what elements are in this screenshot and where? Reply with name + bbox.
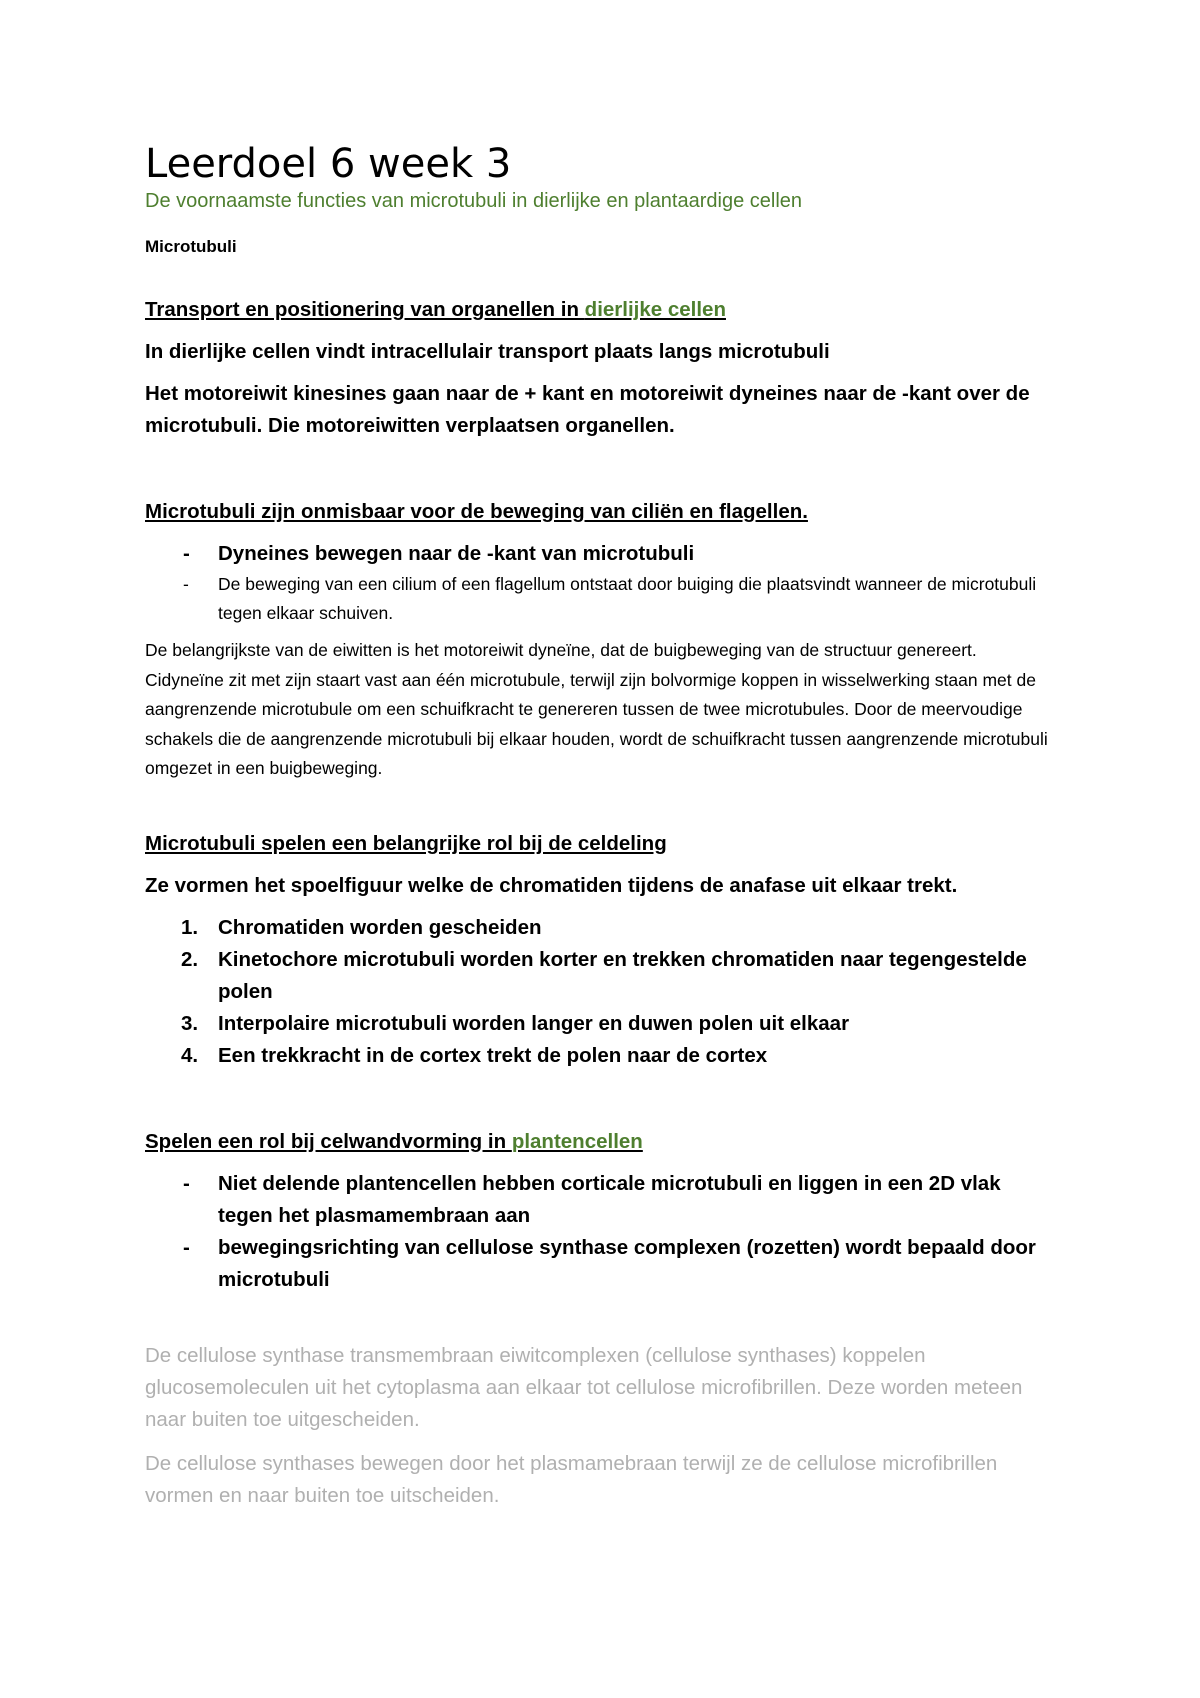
paragraph: In dierlijke cellen vindt intracellulair transport plaats langs microtubuli xyxy=(145,340,830,363)
bullet-list xyxy=(145,538,1055,628)
document-content xyxy=(145,140,1055,1524)
list-item xyxy=(145,570,1055,628)
paragraph: Het motoreiwit kinesines gaan naar de + kant en motoreiwit dyneines naar de -kant over de microtubuli. Die motoreiwitten verplaatsen organellen. xyxy=(145,382,1030,437)
bullet-marker: - xyxy=(183,542,190,565)
list-number: 4. xyxy=(181,1043,199,1067)
heading-highlight: dierlijke cellen xyxy=(584,298,726,321)
list-item-text: De beweging van een cilium of een flagellum ontstaat door buiging die plaatsvindt wanneer de microtubuli tegen elkaar schuiven. xyxy=(218,574,1037,623)
bullet-marker: - xyxy=(183,1171,190,1195)
list-item xyxy=(145,944,1055,1008)
list-item-text: bewegingsrichting van cellulose synthase complexen (rozetten) wordt bepaald door microtubuli xyxy=(218,1235,1036,1291)
list-item-text: Dyneines bewegen naar de -kant van microtubuli xyxy=(218,542,695,565)
list-item xyxy=(145,1168,1055,1232)
list-item xyxy=(145,538,1055,570)
list-item xyxy=(145,1008,1055,1040)
section-heading-cilia: Microtubuli zijn onmisbaar voor de beweging van ciliën en flagellen. xyxy=(145,500,808,523)
bullet-marker: - xyxy=(183,574,189,594)
section-heading-celdeling: Microtubuli spelen een belangrijke rol bij de celdeling xyxy=(145,831,667,855)
list-number: 1. xyxy=(181,915,199,939)
heading-highlight: plantencellen xyxy=(511,1129,643,1153)
bullet-list xyxy=(145,1168,1055,1296)
list-item-text: Interpolaire microtubuli worden langer en duwen polen uit elkaar xyxy=(218,1011,850,1035)
heading-text: Transport en positionering van organellen in xyxy=(145,298,585,321)
topic-heading: Microtubuli xyxy=(145,237,237,256)
heading-text: Spelen een rol bij celwandvorming in xyxy=(145,1129,512,1153)
list-item-text: Kinetochore microtubuli worden korter en trekken chromatiden naar tegengestelde polen xyxy=(218,947,1027,1003)
document-subtitle: De voornaamste functies van microtubuli in dierlijke en plantaardige cellen xyxy=(145,190,803,212)
list-item-text: Chromatiden worden gescheiden xyxy=(218,915,542,939)
bullet-marker: - xyxy=(183,1235,190,1259)
section-heading-celwand xyxy=(145,1128,1055,1156)
list-item xyxy=(145,1232,1055,1296)
paragraph: Ze vormen het spoelfiguur welke de chromatiden tijdens de anafase uit elkaar trekt. xyxy=(145,873,958,897)
list-item-text: Een trekkracht in de cortex trekt de polen naar de cortex xyxy=(218,1043,768,1067)
list-item-text: Niet delende plantencellen hebben corticale microtubuli en liggen in een 2D vlak tegen het plasmamembraan aan xyxy=(218,1171,1001,1227)
document-title: Leerdoel 6 week 3 xyxy=(145,141,512,187)
muted-paragraph: De cellulose synthases bewegen door het plasmamebraan terwijl ze de cellulose microfibrillen vormen en naar buiten toe uitscheiden. xyxy=(145,1451,998,1507)
list-number: 3. xyxy=(181,1011,199,1035)
list-number: 2. xyxy=(181,947,199,971)
paragraph: De belangrijkste van de eiwitten is het motoreiwit dyneïne, dat de buigbeweging van de structuur genereert. Cidyneïne zit met zijn staart vast aan één microtubule, terwijl zijn bolvormige koppen in wisselwerking staan met de aangrenzende microtubule om een schuifkracht te genereren tussen de twee microtubules. Door de meervoudige schakels die de aangrenzende microtubuli bij elkaar houden, wordt de schuifkracht tussen aangrenzende microtubuli omgezet in een buigbeweging. xyxy=(145,640,1048,778)
numbered-list xyxy=(145,912,1055,1072)
section-heading-transport xyxy=(145,296,1055,324)
muted-paragraph: De cellulose synthase transmembraan eiwitcomplexen (cellulose synthases) koppelen glucosemoleculen uit het cytoplasma aan elkaar tot cellulose microfibrillen. Deze worden meteen naar buiten toe uitgescheiden. xyxy=(145,1343,1023,1431)
list-item xyxy=(145,1040,1055,1072)
list-item xyxy=(145,912,1055,944)
